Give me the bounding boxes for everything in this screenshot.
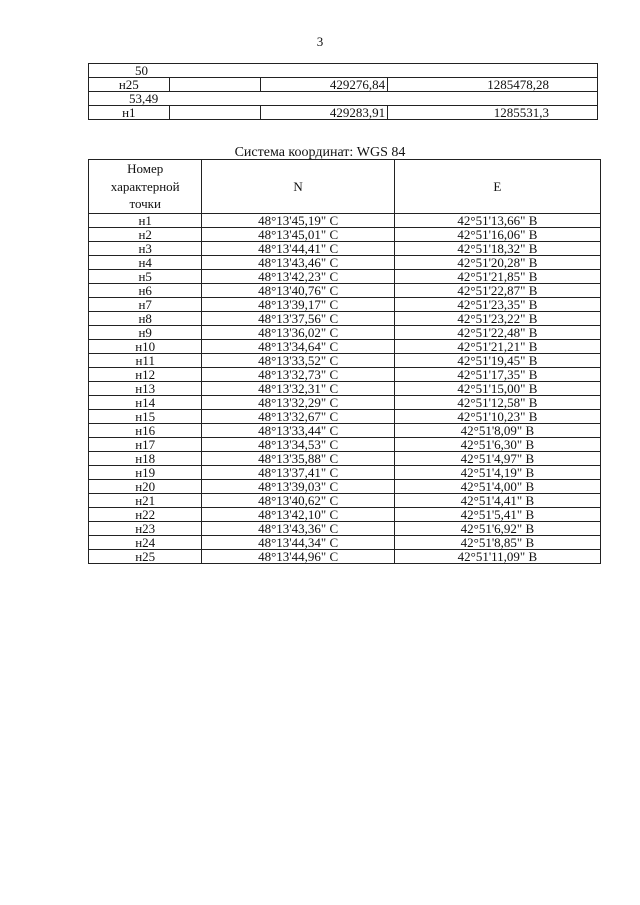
latitude-cell: 48°13'35,88" С (202, 451, 394, 465)
point-number-cell: н6 (89, 283, 202, 297)
point-number-cell: н11 (89, 353, 202, 367)
longitude-cell: 42°51'8,85" В (394, 535, 600, 549)
point-number-cell: н1 (89, 213, 202, 227)
longitude-cell: 42°51'6,30" В (394, 437, 600, 451)
longitude-cell: 42°51'21,21" В (394, 339, 600, 353)
point-number-cell: н4 (89, 255, 202, 269)
point-number-cell: н2 (89, 227, 202, 241)
longitude-cell: 42°51'10,23" В (394, 409, 600, 423)
latitude-cell: 48°13'44,96" С (202, 549, 394, 563)
y-coordinate: 1285531,3 (388, 106, 598, 120)
latitude-cell: 48°13'32,73" С (202, 367, 394, 381)
longitude-cell: 42°51'19,45" В (394, 353, 600, 367)
longitude-cell: 42°51'11,09" В (394, 549, 600, 563)
point-number-cell: н20 (89, 479, 202, 493)
longitude-cell: 42°51'20,28" В (394, 255, 600, 269)
table-row (89, 339, 601, 353)
table-row (89, 395, 601, 409)
latitude-cell: 48°13'39,03" С (202, 479, 394, 493)
table-row (89, 241, 601, 255)
point-number-cell: н25 (89, 549, 202, 563)
table-row (89, 311, 601, 325)
longitude-cell: 42°51'15,00" В (394, 381, 600, 395)
point-number-cell: н10 (89, 339, 202, 353)
point-number-cell: н23 (89, 521, 202, 535)
longitude-cell: 42°51'16,06" В (394, 227, 600, 241)
table-row (89, 353, 601, 367)
latitude-cell: 48°13'33,52" С (202, 353, 394, 367)
longitude-cell: 42°51'8,09" В (394, 423, 600, 437)
latitude-cell: 48°13'34,53" С (202, 437, 394, 451)
table-row (89, 227, 601, 241)
latitude-cell: 48°13'32,67" С (202, 409, 394, 423)
point-number-cell: н18 (89, 451, 202, 465)
point-number-cell: н8 (89, 311, 202, 325)
table-row (89, 213, 601, 227)
header-row (89, 160, 601, 214)
longitude-cell: 42°51'17,35" В (394, 367, 600, 381)
table-row (89, 451, 601, 465)
empty-cell (169, 78, 260, 92)
latitude-cell: 48°13'36,02" С (202, 325, 394, 339)
point-number-cell: н22 (89, 507, 202, 521)
latitude-cell: 48°13'44,41" С (202, 241, 394, 255)
table-row (89, 521, 601, 535)
latitude-cell: 48°13'32,31" С (202, 381, 394, 395)
empty-cell (169, 106, 260, 120)
boundary-segment-table (88, 63, 598, 120)
header-point-line-1: Номер (127, 161, 164, 176)
table-row (89, 437, 601, 451)
coordinate-system-caption: Система координат: WGS 84 (234, 145, 406, 160)
table-row (89, 367, 601, 381)
latitude-cell: 48°13'33,44" С (202, 423, 394, 437)
latitude-cell: 48°13'43,36" С (202, 521, 394, 535)
longitude-cell: 42°51'23,35" В (394, 297, 600, 311)
point-number-cell: н7 (89, 297, 202, 311)
point-number-cell: н21 (89, 493, 202, 507)
point-number-cell: н9 (89, 325, 202, 339)
longitude-cell: 42°51'21,85" В (394, 269, 600, 283)
table-row (89, 255, 601, 269)
header-point-line-2: характерной (110, 178, 180, 194)
longitude-cell: 42°51'6,92" В (394, 521, 600, 535)
coordinates-table (88, 159, 601, 564)
table-row (89, 535, 601, 549)
longitude-cell: 42°51'18,32" В (394, 241, 600, 255)
table-row (89, 507, 601, 521)
latitude-cell: 48°13'45,01" С (202, 227, 394, 241)
latitude-cell: 48°13'40,76" С (202, 283, 394, 297)
latitude-cell: 48°13'42,10" С (202, 507, 394, 521)
y-coordinate: 1285478,28 (388, 78, 598, 92)
point-row (89, 78, 598, 92)
longitude-cell: 42°51'23,22" В (394, 311, 600, 325)
longitude-cell: 42°51'4,97" В (394, 451, 600, 465)
latitude-cell: 48°13'43,46" С (202, 255, 394, 269)
point-number-cell: н13 (89, 381, 202, 395)
table-row (89, 283, 601, 297)
table-row (89, 493, 601, 507)
table-row (89, 269, 601, 283)
header-point-line-3: точки (129, 196, 161, 212)
latitude-cell: 48°13'44,34" С (202, 535, 394, 549)
segment-length: 50 (89, 64, 598, 78)
latitude-cell: 48°13'37,41" С (202, 465, 394, 479)
longitude-cell: 42°51'5,41" В (394, 507, 600, 521)
segment-length-row (89, 64, 598, 78)
longitude-cell: 42°51'22,87" В (394, 283, 600, 297)
table-row (89, 423, 601, 437)
header-longitude: E (394, 160, 600, 214)
table-row (89, 465, 601, 479)
point-name: н25 (89, 78, 170, 92)
point-number-cell: н17 (89, 437, 202, 451)
latitude-cell: 48°13'45,19" С (202, 213, 394, 227)
longitude-cell: 42°51'22,48" В (394, 325, 600, 339)
longitude-cell: 42°51'12,58" В (394, 395, 600, 409)
latitude-cell: 48°13'34,64" С (202, 339, 394, 353)
table-row (89, 381, 601, 395)
point-number-cell: н19 (89, 465, 202, 479)
table-row (89, 479, 601, 493)
point-number-cell: н16 (89, 423, 202, 437)
table-row (89, 549, 601, 563)
point-number-cell: н24 (89, 535, 202, 549)
segment-length-row (89, 92, 598, 106)
table-row (89, 325, 601, 339)
point-number-cell: н3 (89, 241, 202, 255)
point-row (89, 106, 598, 120)
x-coordinate: 429283,91 (261, 106, 388, 120)
longitude-cell: 42°51'4,41" В (394, 493, 600, 507)
latitude-cell: 48°13'40,62" С (202, 493, 394, 507)
point-number-cell: н15 (89, 409, 202, 423)
longitude-cell: 42°51'4,00" В (394, 479, 600, 493)
point-number-cell: н5 (89, 269, 202, 283)
table-row (89, 297, 601, 311)
page-number: 3 (316, 34, 324, 49)
point-number-cell: н14 (89, 395, 202, 409)
longitude-cell: 42°51'13,66" В (394, 213, 600, 227)
latitude-cell: 48°13'42,23" С (202, 269, 394, 283)
header-point-number (89, 160, 202, 214)
point-name: н1 (89, 106, 170, 120)
latitude-cell: 48°13'32,29" С (202, 395, 394, 409)
table-row (89, 409, 601, 423)
point-number-cell: н12 (89, 367, 202, 381)
segment-length: 53,49 (89, 92, 598, 106)
latitude-cell: 48°13'39,17" С (202, 297, 394, 311)
longitude-cell: 42°51'4,19" В (394, 465, 600, 479)
header-latitude: N (202, 160, 394, 214)
x-coordinate: 429276,84 (261, 78, 388, 92)
latitude-cell: 48°13'37,56" С (202, 311, 394, 325)
